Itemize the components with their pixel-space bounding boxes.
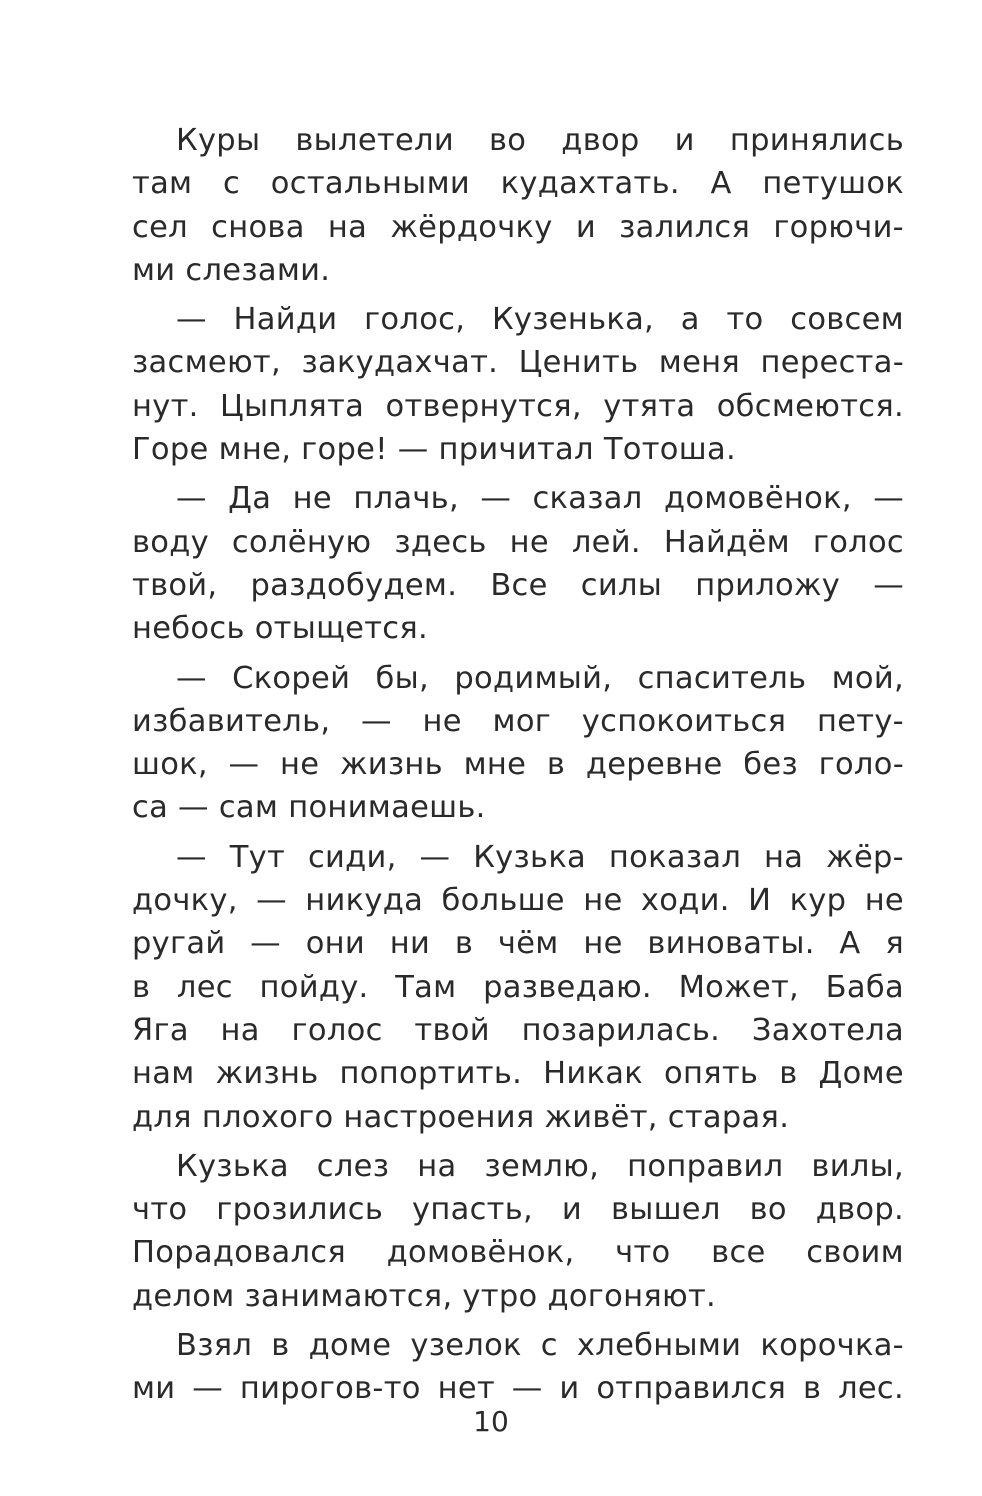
- paragraph: [132, 657, 904, 830]
- text-line: Взял в доме узелок с хлебными корочка-: [176, 1328, 904, 1364]
- text-line: делом занимаются, утро догоняют.: [132, 1278, 717, 1314]
- paragraph: [132, 477, 904, 650]
- body-text: [132, 119, 904, 1417]
- paragraph: [132, 1145, 904, 1318]
- text-line: — Найди голос, Кузенька, а то совсем: [176, 302, 904, 338]
- text-line: — Да не плачь, — сказал домовёнок, —: [176, 481, 904, 517]
- text-line: ругай — они ни в чём не виноваты. А я: [132, 926, 904, 962]
- text-line: в лес пойду. Там разведаю. Может, Баба: [132, 969, 904, 1005]
- text-line: сел снова на жёрдочку и залился горючи-: [132, 209, 904, 245]
- text-line: — Скорей бы, родимый, спаситель мой,: [176, 660, 904, 696]
- text-line: небось отыщется.: [132, 611, 428, 647]
- text-line: нут. Цыплята отвернутся, утята обсмеются.: [132, 388, 904, 424]
- text-line: там с остальными кудахтать. А петушок: [132, 166, 904, 202]
- paragraph: [132, 298, 904, 471]
- text-line: Куры вылетели во двор и принялись: [176, 123, 904, 158]
- text-line: воду солёную здесь не лей. Найдём голос: [132, 524, 904, 560]
- text-line: Яга на голос твой позарилась. Захотела: [132, 1012, 904, 1048]
- text-line: шок, — не жизнь мне в деревне без голо-: [132, 747, 904, 783]
- text-line: засмеют, закудахчат. Ценить меня переста-: [132, 345, 904, 381]
- text-line: твой, раздобудем. Все силы приложу —: [132, 567, 904, 603]
- text-line: са — сам понимаешь.: [132, 790, 486, 826]
- text-line: ми — пирогов-то нет — и отправился в лес.: [132, 1371, 904, 1407]
- text-line: нам жизнь попортить. Никак опять в Доме: [132, 1056, 904, 1092]
- page-number: 10: [473, 1405, 509, 1438]
- text-line: дочку, — никуда больше не ходи. И кур не: [132, 883, 904, 919]
- paragraph: [132, 119, 904, 292]
- text-line: Кузька слез на землю, поправил вилы,: [176, 1148, 904, 1184]
- text-line: Горе мне, горе! — причитал Тотоша.: [132, 432, 736, 468]
- text-line: — Тут сиди, — Кузька показал на жёр-: [176, 839, 904, 875]
- text-line: Порадовался домовёнок, что все своим: [132, 1235, 904, 1271]
- text-line: что грозились упасть, и вышел во двор.: [132, 1192, 904, 1228]
- paragraph: [132, 1324, 904, 1411]
- paragraph: [132, 836, 904, 1139]
- text-line: ми слезами.: [132, 252, 331, 288]
- text-line: для плохого настроения живёт, старая.: [132, 1099, 790, 1135]
- text-line: избавитель, — не мог успокоиться пету-: [132, 703, 904, 739]
